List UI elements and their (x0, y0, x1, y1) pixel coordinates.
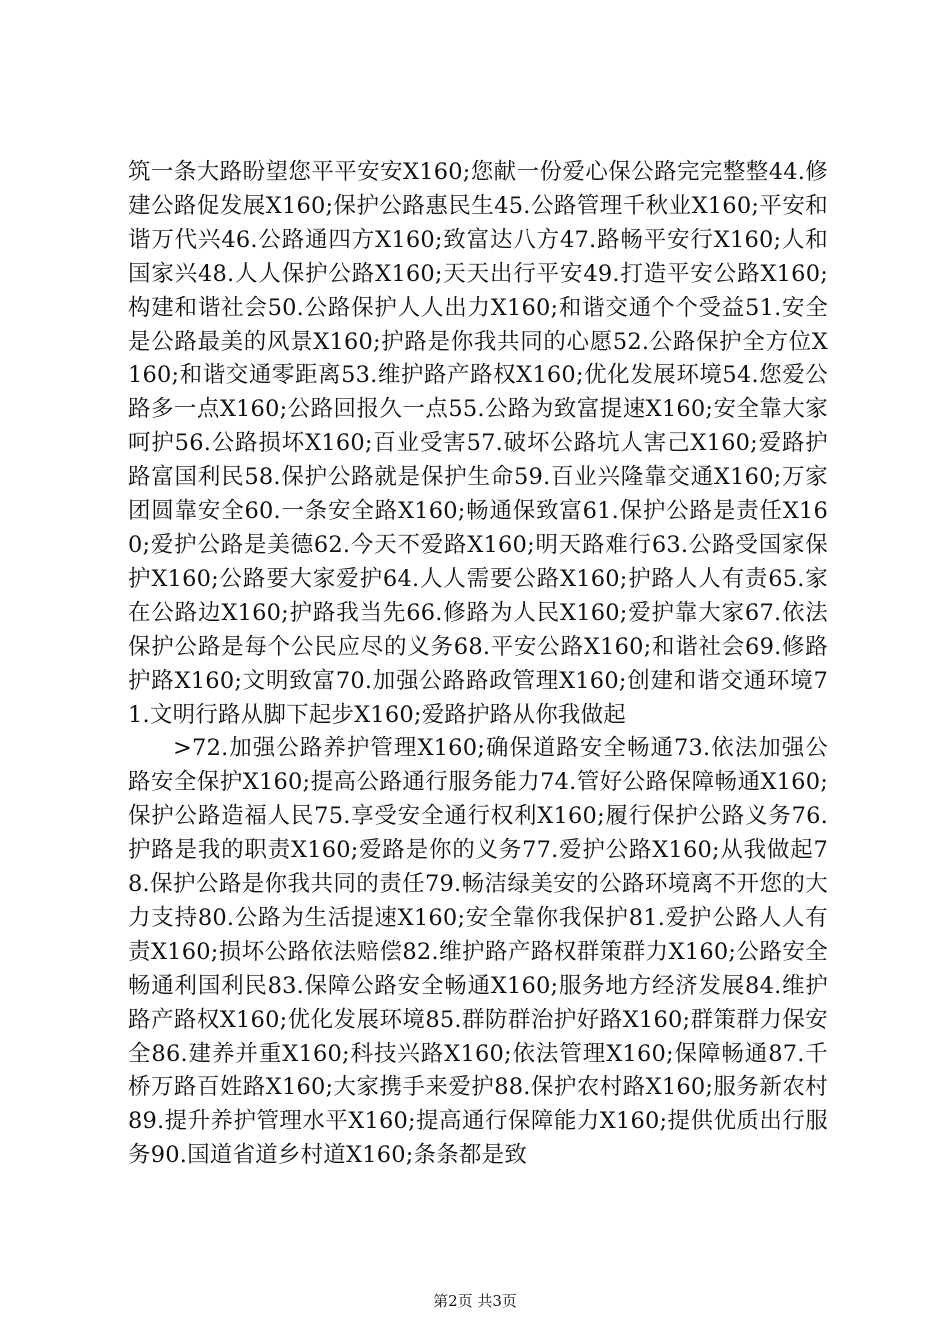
paragraph-2: >72.加强公路养护管理X160;确保道路安全畅通73.依法加强公路安全保护X160;提高公路通行服务能力74.管好公路保障畅通X160;保护公路造福人民75.享受安全通行权利X160;履行保护公路义务76.护路是我的职责X160;爱路是你的义务77.爱护公路X160;从我做起78.保护公路是你我共同的责任79.畅洁绿美安的公路环境离不开您的大力支持80.公路为生活提速X160;安全靠你我保护81.爱护公路人人有责X160;损坏公路依法赔偿82.维护路产路权群策群力X160;公路安全畅通利国利民83.保障公路安全畅通X160;服务地方经济发展84.维护路产路权X160;优化发展环境85.群防群治护好路X160;群策群力保安全86.建养并重X160;科技兴路X160;依法管理X160;保障畅通87.千桥万路百姓路X160;大家携手来爱护88.保护农村路X160;服务新农村89.提升养护管理水平X160;提高通行保障能力X160;提供优质出行服务90.国道省道乡村道X160;条条都是致 (128, 735, 828, 1169)
body-text (128, 156, 828, 1173)
page-footer: 第2页 共3页 (433, 1292, 517, 1310)
paragraph-1: 筑一条大路盼望您平平安安X160;您献一份爱心保公路完完整整44.修建公路促发展X160;保护公路惠民生45.公路管理千秋业X160;平安和谐万代兴46.公路通四方X160;致富达八方47.路畅平安行X160;人和国家兴48.人人保护公路X160;天天出行平安49.打造平安公路X160;构建和谐社会50.公路保护人人出力X160;和谐交通个个受益51.安全是公路最美的风景X160;护路是你我共同的心愿52.公路保护全方位X160;和谐交通零距离53.维护路产路权X160;优化发展环境54.您爱公路多一点X160;公路回报久一点55.公路为致富提速X160;安全靠大家呵护56.公路损坏X160;百业受害57.破坏公路坑人害己X160;爱路护路富国利民58.保护公路就是保护生命59.百业兴隆靠交通X160;万家团圆靠安全60.一条安全路X160;畅通保致富61.保护公路是责任X160;爱护公路是美德62.今天不爱路X160;明天路难行63.公路受国家保护X160;公路要大家爱护64.人人需要公路X160;护路人人有责65.家在公路边X160;护路我当先66.修路为人民X160;爱护靠大家67.依法保护公路是每个公民应尽的义务68.平安公路X160;和谐社会69.修路护路X160;文明致富70.加强公路路政管理X160;创建和谐交通环境71.文明行路从脚下起步X160;爱路护路从你我做起 (128, 159, 828, 728)
